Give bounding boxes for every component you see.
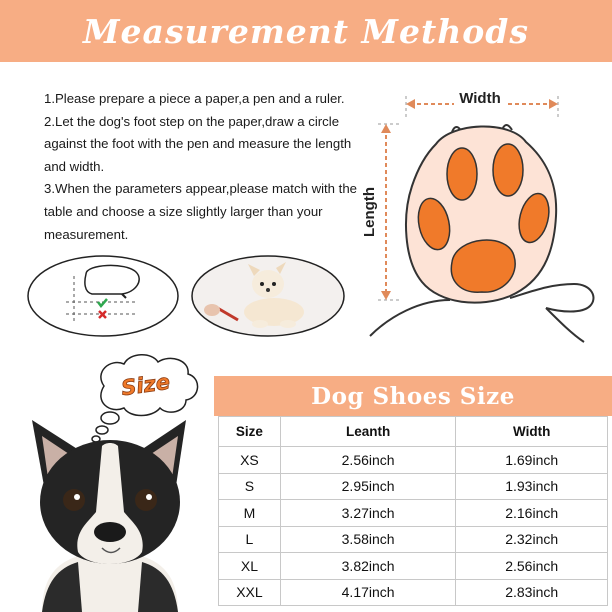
- length-label: Length: [361, 187, 378, 237]
- table-header-row: [219, 417, 608, 447]
- paw-measurement-diagram: [360, 86, 600, 346]
- main-pad: [451, 240, 515, 292]
- length-cell: 3.58inch: [280, 526, 456, 553]
- column-header-length: Leanth: [280, 417, 456, 447]
- width-label: Width: [459, 90, 501, 107]
- width-cell: 2.32inch: [456, 526, 608, 553]
- length-cell: 3.27inch: [280, 500, 456, 527]
- size-cell: XXL: [219, 579, 281, 606]
- table-row: [219, 579, 608, 606]
- puppy-photo: [190, 254, 346, 338]
- width-cell: 2.83inch: [456, 579, 608, 606]
- width-cell: 1.93inch: [456, 473, 608, 500]
- table-row: [219, 553, 608, 580]
- page-title: Measurement Methods: [83, 11, 529, 51]
- toe-pad: [493, 144, 523, 196]
- length-cell: 3.82inch: [280, 553, 456, 580]
- size-cell: M: [219, 500, 281, 527]
- width-cell: 2.56inch: [456, 553, 608, 580]
- size-cell: XL: [219, 553, 281, 580]
- header-banner: [0, 0, 612, 62]
- size-cell: S: [219, 473, 281, 500]
- instruction-step-3: 3.When the parameters appear,please match with the table and choose a size slightly larger than your measurement.: [44, 181, 358, 242]
- column-header-size: Size: [219, 417, 281, 447]
- size-cell: L: [219, 526, 281, 553]
- instruction-step-2: 2.Let the dog's foot step on the paper,draw a circle against the foot with the pen and measure the length and width.: [44, 113, 352, 174]
- size-chart: [214, 376, 612, 612]
- width-cell: 1.69inch: [456, 447, 608, 474]
- dog-nose: [94, 522, 126, 542]
- size-chart-header: [214, 376, 612, 416]
- instructions: [44, 88, 362, 246]
- table-row: [219, 473, 608, 500]
- instruction-step-1: 1.Please prepare a piece a paper,a pen and a ruler.: [44, 91, 345, 106]
- boston-terrier-photo: [22, 402, 198, 612]
- table-row: [219, 447, 608, 474]
- length-cell: 2.95inch: [280, 473, 456, 500]
- size-chart-title: Dog Shoes Size: [311, 382, 515, 410]
- table-row: [219, 526, 608, 553]
- length-cell: 4.17inch: [280, 579, 456, 606]
- thought-bubble-text: Size: [119, 369, 172, 401]
- column-header-width: Width: [456, 417, 608, 447]
- size-cell: XS: [219, 447, 281, 474]
- measure-check-illustration: [26, 254, 180, 338]
- table-row: [219, 500, 608, 527]
- paw-diagram-svg: [360, 86, 600, 346]
- toe-pad: [447, 148, 477, 200]
- width-cell: 2.16inch: [456, 500, 608, 527]
- size-table: [218, 416, 608, 606]
- length-cell: 2.56inch: [280, 447, 456, 474]
